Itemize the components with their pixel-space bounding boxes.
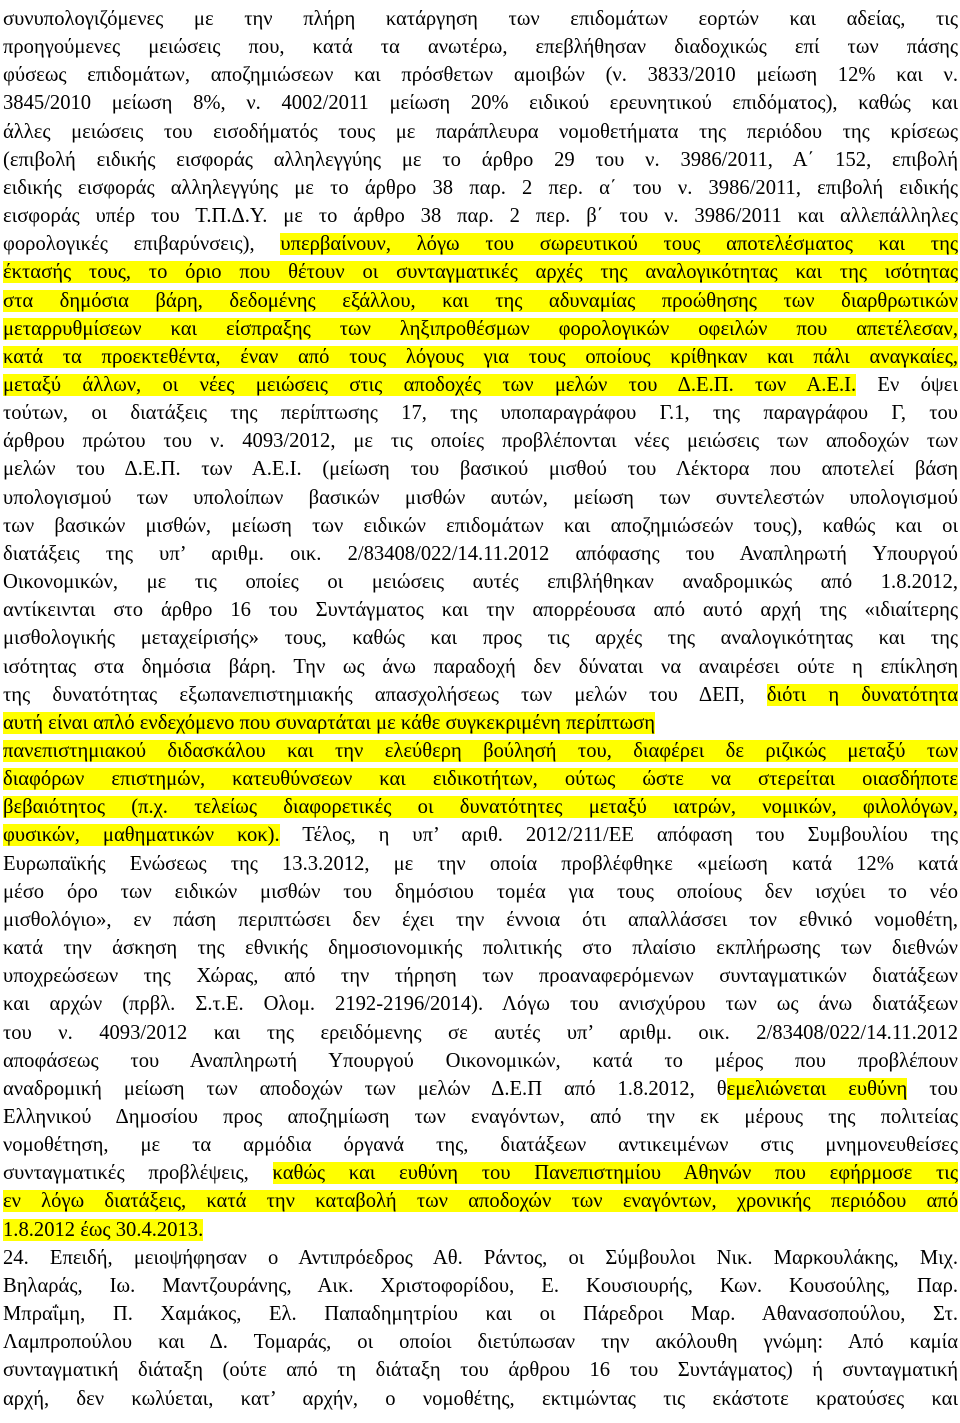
text-line — [3, 257, 958, 287]
text-line — [3, 849, 958, 879]
text-segment: μελών του Δ.Ε.Π. των Α.Ε.Ι. (μείωση του βασικού μισθού του Λέκτορα που αποτελεί βάση — [3, 458, 958, 480]
text-segment: Λαμπροπούλου και Δ. Τομαράς, οι οποίοι διετύπωσαν την ακόλουθη γνώμη: Από καμία — [3, 1331, 958, 1353]
text-line — [3, 370, 958, 400]
text-segment: ειδικής εισφοράς αλληλεγγύης με το άρθρο 38 παρ. 2 περ. α΄ του ν. 3986/2011, επιβολή ειδικής — [3, 177, 958, 199]
text-line — [3, 1243, 958, 1273]
highlighted-text: εν λόγω διατάξεις, κατά την καταβολή των αποδοχών των εναγόντων, χρονικής περιόδου από — [3, 1190, 958, 1212]
text-line — [3, 4, 958, 34]
text-segment: (επιβολή ειδικής εισφοράς αλληλεγγύης με το άρθρο 29 του ν. 3986/2011, Α΄ 152, επιβολή — [3, 149, 958, 171]
text-segment: του ν. 4093/2012 και της ερειδόμενης σε αυτές υπ’ αριθμ. οικ. 2/83408/022/14.11.2012 — [3, 1022, 958, 1044]
text-segment: 24. Επειδή, μειοψήφησαν ο Αντιπρόεδρος Αθ. Ράντος, οι Σύμβουλοι Νικ. Μαρκουλάκης, Μιχ. — [3, 1247, 958, 1269]
highlighted-text: στα δημόσια βάρη, δεδομένης εξάλλου, και της αδυναμίας προώθησης των διαρθρωτικών — [3, 290, 958, 312]
highlighted-text: πανεπιστημιακού διδασκάλου και την ελεύθερη βούλησή του, διαφέρει δε ριζικώς μεταξύ των — [3, 740, 958, 762]
text-line — [3, 1384, 958, 1414]
text-line — [3, 736, 958, 766]
text-segment: Μπραΐμη, Π. Χαμάκος, Ελ. Παπαδημητρίου και οι Πάρεδροι Μαρ. Αθανασοπούλου, Στ. — [3, 1303, 958, 1325]
text-segment: διατάξεις της υπ’ αριθμ. οικ. 2/83408/022/14.11.2012 απόφασης του Αναπληρωτή Υπουργού — [3, 543, 958, 565]
text-segment: αντίκεινται στο άρθρο 16 του Συντάγματος και την απορρέουσα από αυτό αρχή της «ιδιαίτερης — [3, 599, 958, 621]
text-segment: νομοθέτηση, με τα αρμόδια όργανά της, διατάξεων αντικειμένων στις μνημονευθείσες — [3, 1134, 958, 1156]
text-line — [3, 905, 958, 935]
text-segment: μισθολογικής μεταχείρισής» τους, καθώς και προς τις αρχές της αναλογικότητας και της — [3, 627, 958, 649]
text-line — [3, 117, 958, 147]
text-segment: φύσεως επιδομάτων, αποζημιώσεων και πρόσθετων αμοιβών (ν. 3833/2010 μείωση 12% και ν. — [3, 64, 958, 86]
text-line — [3, 708, 655, 738]
text-segment: των βασικών μισθών, μείωση των ειδικών επιδομάτων και αποζημιώσεών τους), καθώς και οι — [3, 515, 958, 537]
text-line — [3, 426, 958, 456]
text-segment: και αρχών (πρβλ. Σ.τ.Ε. Ολομ. 2192-2196/2014). Λόγω του ανισχύρου των ως άνω διατάξεων — [3, 993, 958, 1015]
text-line — [3, 511, 958, 541]
text-line — [3, 1215, 203, 1245]
highlighted-text: φυσικών, μαθηματικών κοκ). — [3, 824, 280, 846]
text-line — [3, 145, 958, 175]
text-segment: κατά την άσκηση της εθνικής δημοσιονομικής πολιτικής στο πλαίσιο εκπλήρωσης των διεθνών — [3, 937, 958, 959]
text-line — [3, 1130, 958, 1160]
highlighted-text: διότι η δυνατότητα — [766, 684, 958, 706]
highlighted-text: αυτή είναι απλό ενδεχόμενο που συναρτάται με κάθε συγκεκριμένη περίπτωση — [3, 712, 656, 734]
highlighted-text: έκτασής τους, το όριο που θέτουν οι συνταγματικές αρχές της αναλογικότητας και της ισότητας — [3, 261, 958, 283]
highlighted-text: διαφόρων επιστημών, κατευθύνσεων και ειδικοτήτων, ούτως ώστε να στερείται οιασδήποτε — [3, 768, 958, 790]
text-segment: Ευρωπαϊκής Ενώσεως της 13.3.2012, με την οποία προβλέφθηκε «μείωση κατά 12% κατά — [3, 853, 958, 875]
text-segment: συνυπολογιζόμενες με την πλήρη κατάργηση των επιδομάτων εορτών και αδείας, τις — [3, 8, 958, 30]
text-segment: αρχή, δεν κωλύεται, κατ’ αρχήν, ο νομοθέτης, εκτιμώντας τις εκάστοτε κρατούσες και — [3, 1388, 958, 1410]
text-segment: συνταγματική διάταξη (ούτε από τη διάταξη του άρθρου 16 του Συντάγματος) ή συνταγματική — [3, 1359, 958, 1381]
text-segment: άρθρου πρώτου του ν. 4093/2012, με τις οποίες προβλέπονται νέες μειώσεις των αποδοχών των — [3, 430, 958, 452]
text-segment: μισθολόγιο», εν πάση περιπτώσει δεν έχει την έννοια ότι απαλλάσσει τον εθνικό νομοθέτη, — [3, 909, 958, 931]
text-line — [3, 764, 958, 794]
text-line — [3, 286, 958, 316]
text-line — [3, 173, 958, 203]
text-segment: του — [907, 1078, 958, 1100]
text-line — [3, 60, 958, 90]
text-line — [3, 877, 958, 907]
text-line — [3, 1327, 958, 1357]
highlighted-text: κατά τα προεκτεθέντα, έναν από τους λόγους για τους οποίους κρίθηκαν και πάλι αναγκαίες, — [3, 346, 958, 368]
highlighted-text: μεταξύ άλλων, οι νέες μειώσεις στις αποδοχές των μελών του Δ.Ε.Π. των Α.Ε.Ι. — [3, 374, 857, 396]
text-line — [3, 483, 958, 513]
text-line — [3, 680, 958, 710]
text-line — [3, 933, 958, 963]
text-segment: Τέλος, η υπ’ αριθ. 2012/211/ΕΕ απόφαση του Συμβουλίου της — [279, 824, 958, 846]
text-line — [3, 820, 958, 850]
text-segment: Βηλαράς, Ιω. Μαντζουράνης, Αικ. Χριστοφορίδου, Ε. Κουσιουρής, Κων. Κουσούλης, Παρ. — [3, 1275, 958, 1297]
highlighted-text: βεβαιότητος (π.χ. τελείως διαφορετικές οι δυνατότητες μεταξύ ιατρών, νομικών, φιλολόγων, — [3, 796, 958, 818]
text-line — [3, 454, 958, 484]
text-line — [3, 1018, 958, 1048]
text-line — [3, 652, 958, 682]
text-segment: υποχρεώσεων της Χώρας, από την τήρηση των προαναφερόμενων συνταγματικών διατάξεων — [3, 965, 958, 987]
text-segment: Οικονομικών, με τις οποίες οι μειώσεις αυτές επιβλήθηκαν αναδρομικώς από 1.8.2012, — [3, 571, 958, 593]
text-line — [3, 989, 958, 1019]
text-line — [3, 792, 958, 822]
text-line — [3, 961, 958, 991]
text-segment: τούτων, οι διατάξεις της περίπτωσης 17, της υποπαραγράφου Γ.1, της παραγράφου Γ, του — [3, 402, 958, 424]
text-segment: συνταγματικές προβλέψεις, — [3, 1162, 273, 1184]
highlighted-text: υπερβαίνουν, λόγω του σωρευτικού τους αποτελέσματος και της — [280, 233, 958, 255]
text-segment: αποφάσεως του Αναπληρωτή Υπουργού Οικονομικών, κατά το μέρος που προβλέπουν — [3, 1050, 958, 1072]
text-segment: υπολογισμού των υπολοίπων βασικών μισθών αυτών, μείωση των συντελεστών υπολογισμού — [3, 487, 958, 509]
text-line — [3, 1186, 958, 1216]
text-line — [3, 398, 958, 428]
highlighted-text: εμελιώνεται ευθύνη — [726, 1078, 908, 1100]
text-segment: 3845/2010 μείωση 8%, ν. 4002/2011 μείωση 20% ειδικού ερευνητικού επιδόματος), καθώς και — [3, 92, 958, 114]
text-line — [3, 623, 958, 653]
text-line — [3, 1046, 958, 1076]
text-segment: προηγούμενες μειώσεις που, κατά τα ανωτέρω, επεβλήθησαν διαδοχικώς επί των πάσης — [3, 36, 958, 58]
text-line — [3, 1355, 958, 1385]
text-line — [3, 1074, 958, 1104]
text-line — [3, 1102, 958, 1132]
text-line — [3, 88, 958, 118]
text-line — [3, 539, 958, 569]
text-segment: Εν όψει — [856, 374, 958, 396]
text-segment: αναδρομική μείωση των αποδοχών των μελών Δ.Ε.Π από 1.8.2012, θ — [3, 1078, 727, 1100]
text-line — [3, 1271, 958, 1301]
text-segment: εισφοράς υπέρ του Τ.Π.Δ.Υ. με το άρθρο 38 παρ. 2 περ. β΄ του ν. 3986/2011 και αλλεπάλληλες — [3, 205, 958, 227]
text-line — [3, 342, 958, 372]
text-segment: ισότητας στα δημόσια βάρη. Την ως άνω παραδοχή δεν δύναται να αναιρέσει ούτε η επίκληση — [3, 656, 958, 678]
text-line — [3, 595, 958, 625]
text-line — [3, 1299, 958, 1329]
highlighted-text: καθώς και ευθύνη του Πανεπιστημίου Αθηνών που εφήρμοσε τις — [272, 1162, 958, 1184]
text-line — [3, 314, 958, 344]
text-segment: άλλες μειώσεις του εισοδήματός τους με παράπλευρα νομοθετήματα της περιόδου της κρίσεως — [3, 121, 958, 143]
text-line — [3, 32, 958, 62]
text-segment: μέσο όρο των ειδικών μισθών του δημόσιου τομέα για τους οποίους δεν ισχύει το νέο — [3, 881, 958, 903]
highlighted-text: μεταρρυθμίσεων και είσπραξης των ληξιπροθέσμων φορολογικών οφειλών που απετέλεσαν, — [3, 318, 958, 340]
text-segment: της δυνατότητας εξωπανεπιστημιακής απασχολήσεως των μελών του ΔΕΠ, — [3, 684, 767, 706]
highlighted-text: 1.8.2012 έως 30.4.2013. — [3, 1219, 204, 1241]
text-segment: φορολογικές επιβαρύνσεις), — [3, 233, 281, 255]
text-line — [3, 201, 958, 231]
text-segment: Ελληνικού Δημοσίου προς αποζημίωση των εναγόντων, από την εκ μέρους της πολιτείας — [3, 1106, 958, 1128]
text-line — [3, 229, 958, 259]
text-line — [3, 567, 958, 597]
text-line — [3, 1158, 958, 1188]
